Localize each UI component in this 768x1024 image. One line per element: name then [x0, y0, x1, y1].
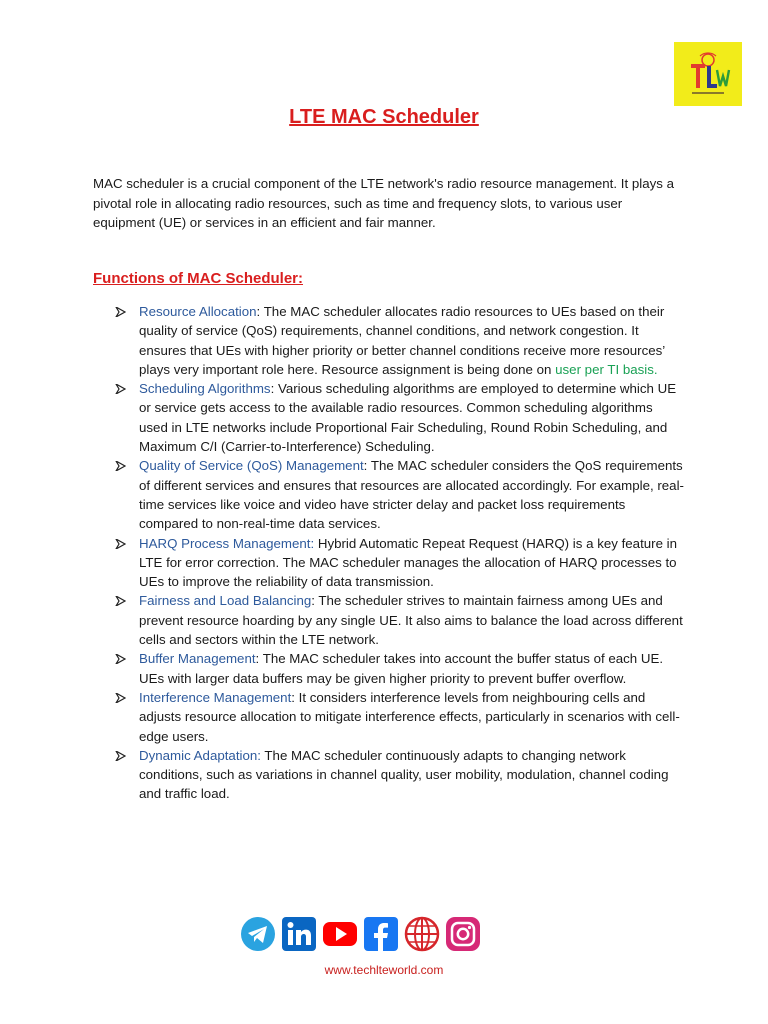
function-description: The MAC scheduler takes into account the buffer status of each UE. UEs with larger data buffers may be given higher priority to prevent buffer overflow.: [139, 651, 664, 686]
function-term: Dynamic Adaptation:: [139, 747, 261, 763]
function-term: Resource Allocation: [139, 304, 257, 319]
social-links: [240, 916, 481, 952]
term-separator: :: [255, 651, 260, 667]
list-item: [139, 302, 684, 379]
list-item: [139, 746, 684, 804]
list-item: [139, 534, 684, 592]
functions-list: [139, 302, 684, 804]
facebook-icon[interactable]: [363, 916, 399, 952]
telegram-icon[interactable]: [240, 916, 276, 952]
arrow-bullet-icon: [115, 649, 127, 668]
function-term: Buffer Management: [139, 651, 256, 667]
function-term: Scheduling Algorithms: [139, 381, 271, 397]
term-separator: :: [311, 593, 315, 609]
term-separator: :: [291, 689, 295, 705]
function-term: Interference Management: [139, 689, 292, 705]
function-description: The scheduler strives to maintain fairness among UEs and prevent resource hoarding by any single UE. It also aims to balance the load across different cells and sectors within the LTE network.: [139, 593, 683, 648]
website-link[interactable]: www.techlteworld.com: [324, 963, 444, 977]
arrow-bullet-icon: [115, 534, 127, 553]
page-title: LTE MAC Scheduler: [289, 106, 479, 128]
intro-paragraph: MAC scheduler is a crucial component of the LTE network's radio resource management. It plays a pivotal role in allocating radio resources, such as time and frequency slots, to various user equipment (UE) or services in an efficient and fair manner.: [93, 176, 674, 230]
function-description: It considers interference levels from neighbouring cells and adjusts resource allocation to mitigate interference effects, particularly in scenarios with cell-edge users.: [139, 689, 680, 744]
list-item: [139, 591, 684, 649]
arrow-bullet-icon: [115, 688, 127, 707]
logo-mark-icon: [674, 42, 742, 106]
youtube-icon[interactable]: [322, 916, 358, 952]
function-description: The MAC scheduler continuously adapts to changing network conditions, such as variations in channel quality, user mobility, modulation, channel coding and traffic load.: [139, 747, 669, 802]
arrow-bullet-icon: [115, 302, 127, 321]
term-separator: :: [270, 381, 275, 397]
functions-heading: Functions of MAC Scheduler:: [93, 270, 303, 287]
function-term: HARQ Process Management:: [139, 535, 315, 551]
function-term: Quality of Service (QoS) Management: [139, 458, 364, 474]
list-item: [139, 688, 684, 746]
list-item: [139, 379, 684, 456]
instagram-icon[interactable]: [445, 916, 481, 952]
function-description: The MAC scheduler allocates radio resources to UEs based on their quality of service (QoS) requirements, channel conditions, and network congestion. It ensures that UEs with higher priority or better channel conditions receive more resources’ plays very important role here. Resource assignment is being done on: [139, 304, 665, 377]
arrow-bullet-icon: [115, 591, 127, 610]
arrow-bullet-icon: [115, 456, 127, 475]
list-item: [139, 649, 684, 688]
highlight-text: user per TI basis.: [555, 361, 658, 377]
globe-icon[interactable]: [404, 916, 440, 952]
term-separator: :: [256, 304, 261, 319]
function-description: Various scheduling algorithms are employed to determine which UE or service gets access to the available radio resources. Common scheduling algorithms used in LTE networks include Proportional Fair Scheduling, Round Robin Scheduling, and Maximum C/I (Carrier-to-Interference) Scheduling.: [139, 381, 677, 455]
function-term: Fairness and Load Balancing: [139, 593, 312, 609]
list-item: [139, 456, 684, 533]
function-description: Hybrid Automatic Repeat Request (HARQ) is a key feature in LTE for error correction. The MAC scheduler manages the allocation of HARQ processes to UEs to improve the reliability of data transmission.: [139, 535, 678, 590]
function-description: The MAC scheduler considers the QoS requirements of different services and ensures that resources are allocated accordingly. For example, real-time services like voice and video have stricter delay and packet loss requirements compared to non-real-time data services.: [139, 458, 684, 532]
term-separator: :: [363, 458, 368, 474]
arrow-bullet-icon: [115, 379, 127, 398]
arrow-bullet-icon: [115, 746, 127, 765]
linkedin-icon[interactable]: [281, 916, 317, 952]
logo: [674, 42, 742, 106]
